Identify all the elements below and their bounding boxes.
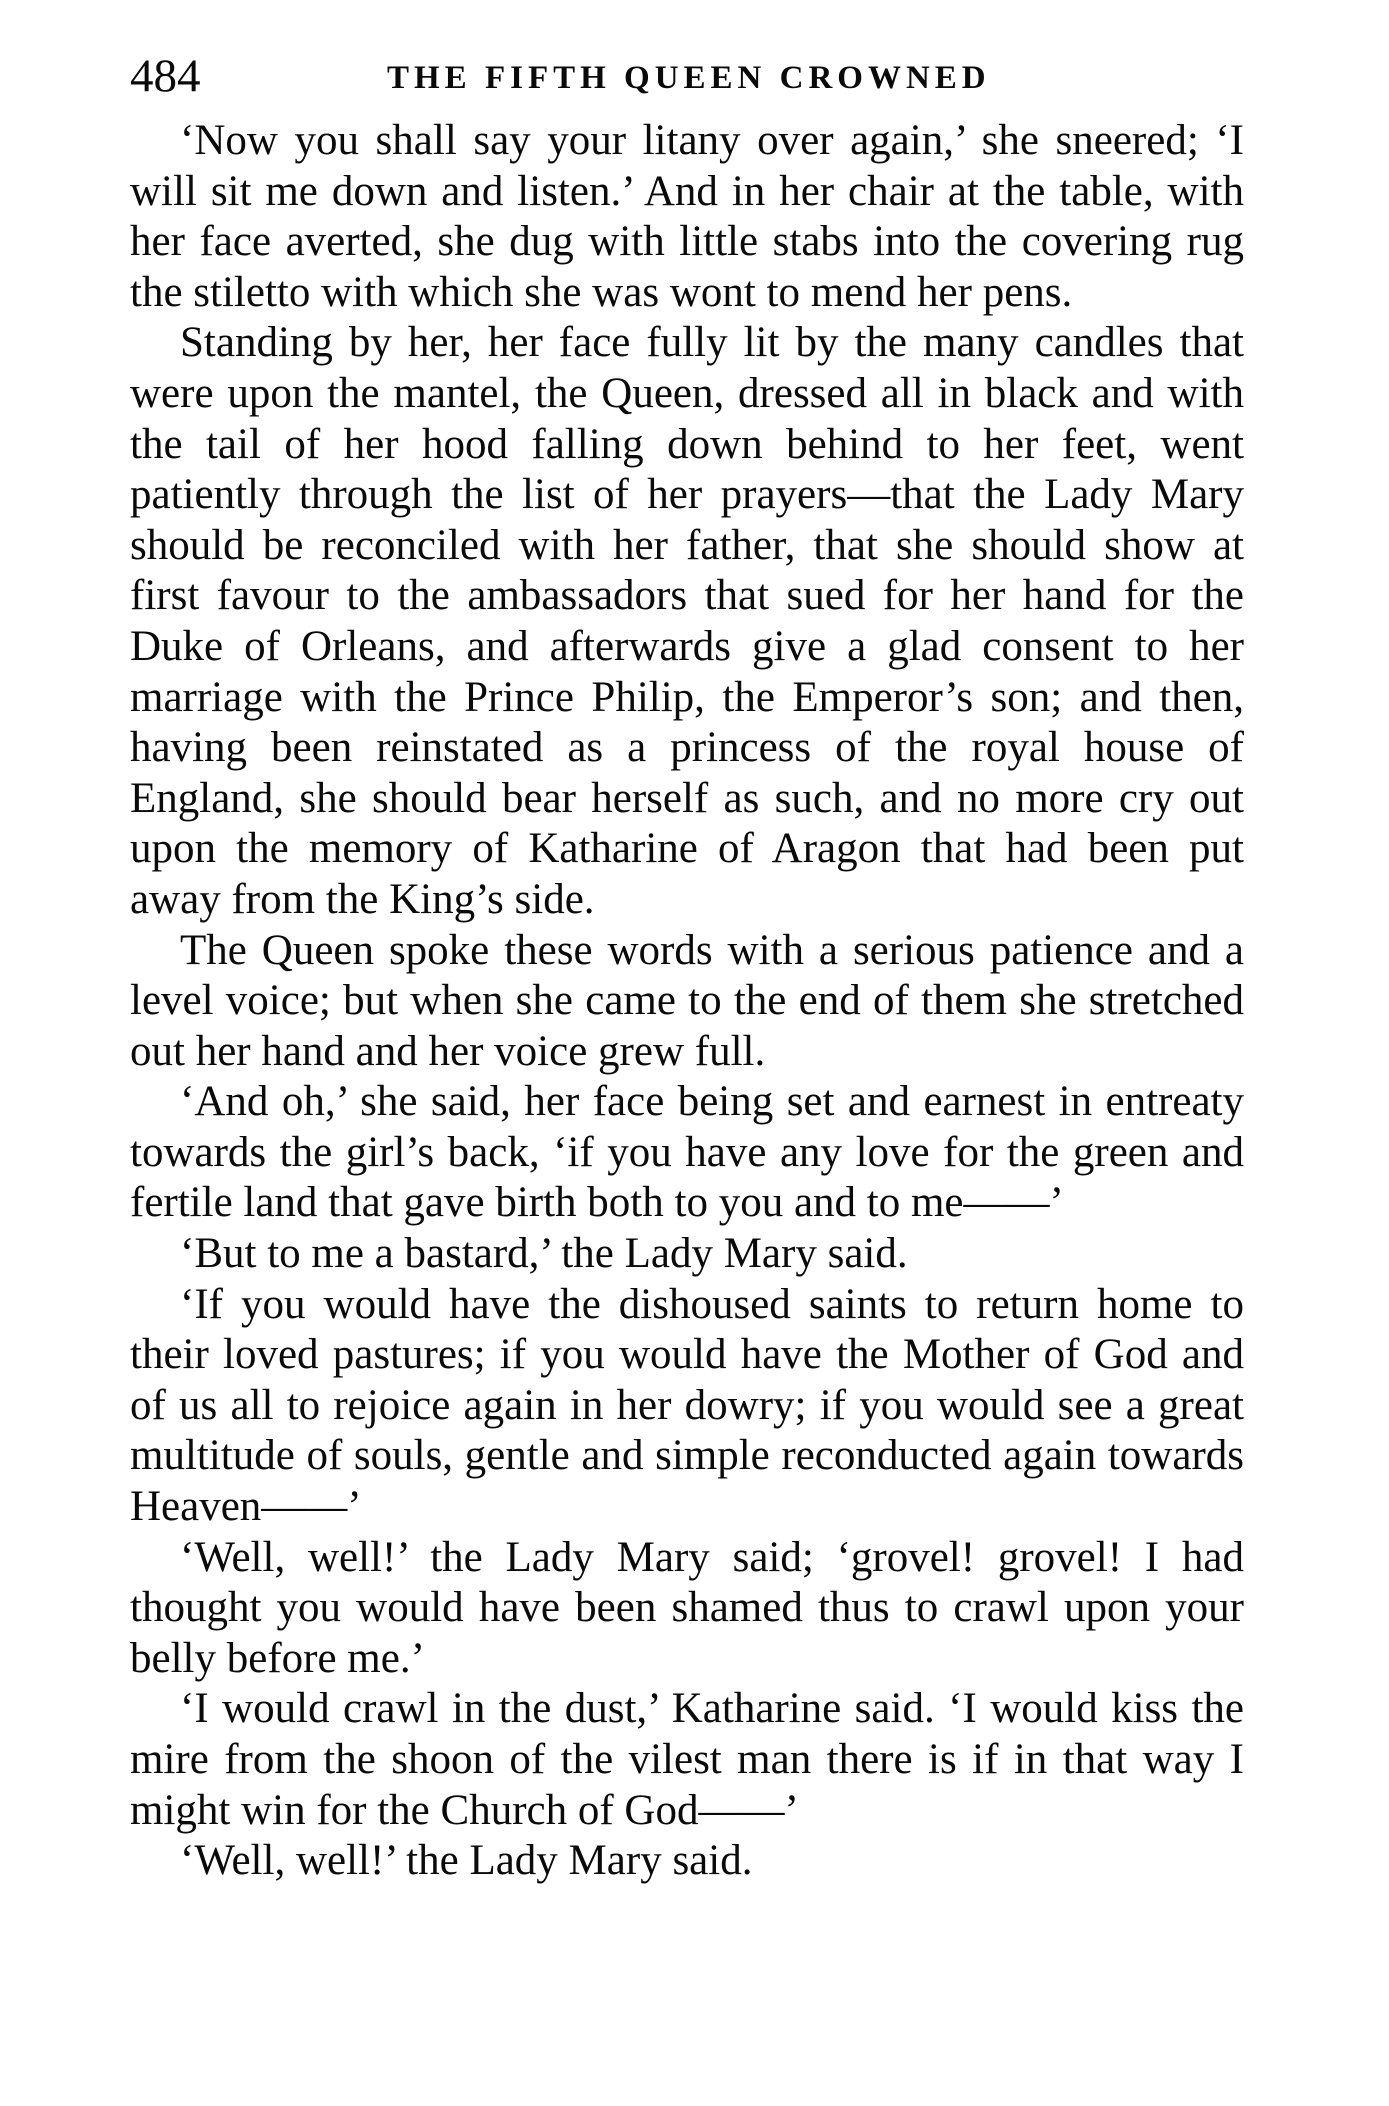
paragraph: ‘Well, well!’ the Lady Mary said; ‘grovel! grovel! I had thought you would have been shamed thus to crawl upon your belly before me.’	[130, 1533, 1244, 1682]
page-number: 484	[130, 50, 201, 102]
paragraph: ‘If you would have the dishoused saints to return home to their loved pastures; if you would have the Mother of God and of us all to rejoice again in her dowry; if you would see a great multitude of souls, gentle and simple reconducted again towards Heaven——’	[130, 1280, 1244, 1531]
running-title: THE FIFTH QUEEN CROWNED	[387, 60, 991, 96]
paragraph: ‘Well, well!’ the Lady Mary said.	[180, 1837, 753, 1885]
paragraph: Standing by her, her face fully lit by the many candles that were upon the mantel, the Queen, dressed all in black and with the tail of her hood falling down behind to her feet, went patiently through the list of her prayers—that the Lady Mary should be reconciled with her father, that she should show at first favour to the ambassadors that sued for her hand for the Duke of Orleans, and afterwards give a glad consent to her marriage with the Prince Philip, the Emperor’s son; and then, having been reinstated as a princess of the royal house of England, she should bear herself as such, and no more cry out upon the memory of Katharine of Aragon that had been put away from the King’s side.	[130, 319, 1244, 923]
running-head	[130, 46, 1245, 106]
paragraph: ‘I would crawl in the dust,’ Katharine said. ‘I would kiss the mire from the shoon of the vilest man there is if in that way I might win for the Church of God——’	[130, 1685, 1244, 1834]
body-text	[130, 116, 1244, 1887]
paragraph: The Queen spoke these words with a serious patience and a level voice; but when she came to the end of them she stretched out her hand and her voice grew full.	[130, 926, 1244, 1075]
paragraph: ‘But to me a bastard,’ the Lady Mary said.	[180, 1230, 908, 1278]
paragraph: ‘And oh,’ she said, her face being set and earnest in entreaty towards the girl’s back, ‘if you have any love for the green and fertile land that gave birth both to you and to me——’	[130, 1078, 1244, 1227]
paragraph: ‘Now you shall say your litany over again,’ she sneered; ‘I will sit me down and listen.’ And in her chair at the table, with her face averted, she dug with little stabs into the covering rug the stiletto with which she was wont to mend her pens.	[130, 117, 1244, 316]
